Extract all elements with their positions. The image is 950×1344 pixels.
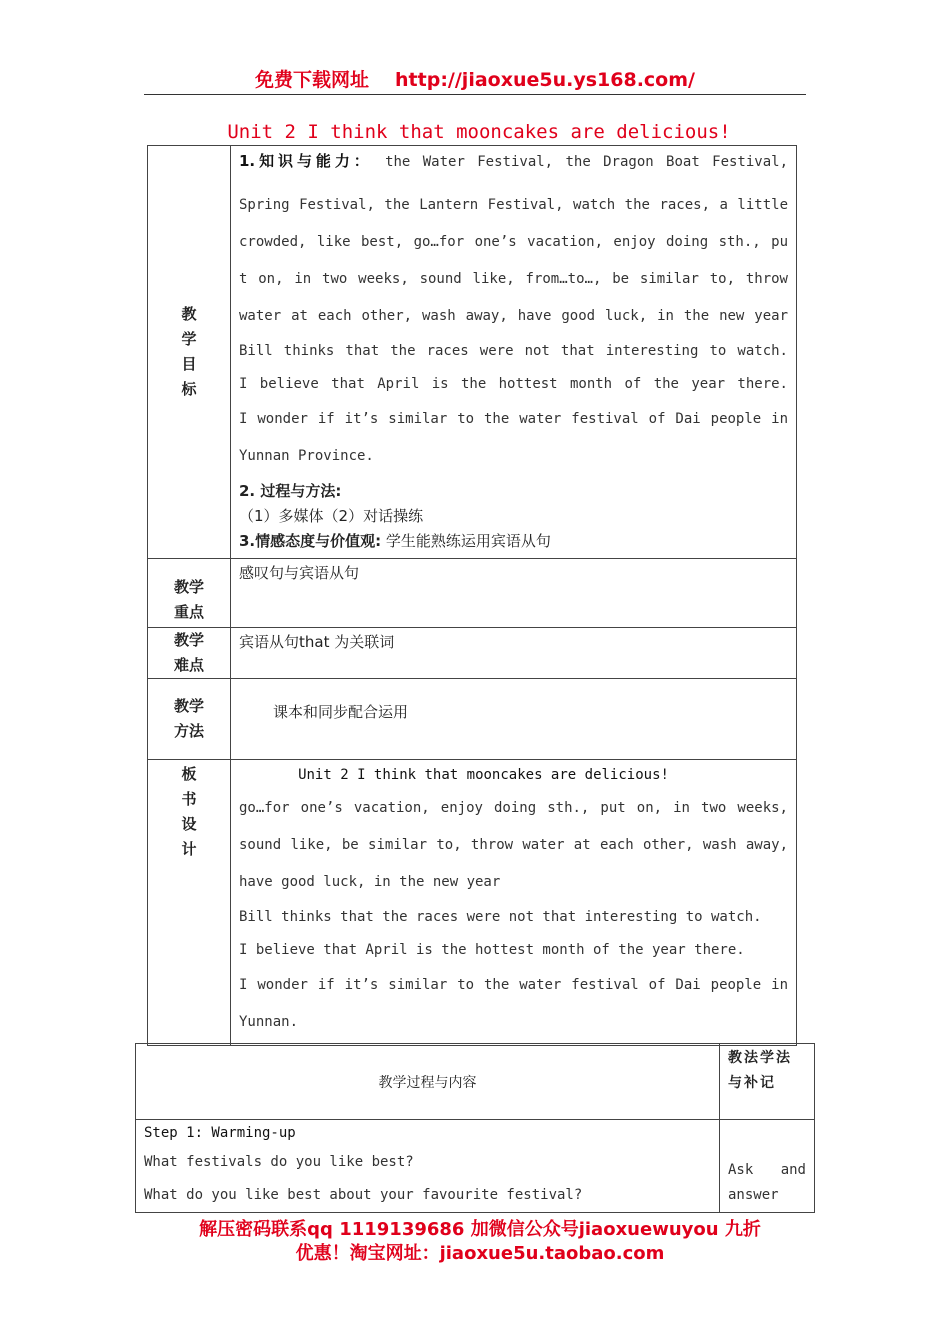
obj-label-line-2: 目 (181, 355, 197, 373)
board-design-row (148, 760, 797, 1046)
lesson-plan-table (147, 145, 797, 1046)
objectives-row (148, 146, 797, 559)
difficulties-label (148, 628, 231, 679)
bd-label-line-1: 书 (181, 790, 197, 808)
page-header (144, 66, 806, 95)
difficulties-content (231, 628, 797, 679)
step1-question-1: What do you like best about your favourite festival? (144, 1187, 583, 1203)
key-points-row (148, 559, 797, 628)
section1-line-2: crowded, like best, go…for one’s vacation, enjoy doing sth., pu (239, 234, 788, 250)
process-side-header: 教法学法与补记 (720, 1044, 815, 1120)
section1-line-3: t on, in two weeks, sound like, from…to…, be similar to, throw (239, 271, 788, 287)
board-line-2: have good luck, in the new year (239, 874, 501, 890)
df-label-line-0: 教学 (173, 631, 204, 649)
footer-line-1: 解压密码联系qq 1119139686 加微信公众号jiaoxuewuyou 九折 (199, 1219, 761, 1240)
methods-row (148, 679, 797, 760)
process-header: 教学过程与内容 (136, 1044, 720, 1120)
md-label-line-1: 方法 (173, 722, 204, 740)
bd-label-line-0: 板 (181, 765, 197, 783)
obj-label-line-0: 教 (181, 305, 197, 323)
step1-row (136, 1120, 815, 1213)
board-sentence-1: I believe that April is the hottest month of the year there. (239, 942, 745, 958)
step1-content (136, 1120, 720, 1213)
df-label-line-1: 难点 (173, 656, 204, 674)
kp-label-line-0: 教学 (173, 578, 204, 596)
board-design-label-text (148, 762, 230, 862)
objectives-label-text (148, 302, 230, 402)
objectives-label (148, 146, 231, 559)
methods-text: 课本和同步配合运用 (273, 702, 409, 721)
board-title: Unit 2 I think that mooncakes are delicious! (298, 767, 669, 783)
methods-label-text (148, 694, 230, 744)
section2-text: （1）多媒体（2）对话操练 (239, 507, 424, 525)
board-sentence-2: I wonder if it’s similar to the water festival of Dai people in (239, 977, 788, 993)
objective-sentence-2: I wonder if it’s similar to the water festival of Dai people in (239, 411, 788, 427)
step1-question-0: What festivals do you like best? (144, 1154, 414, 1170)
section2-heading: 2. 过程与方法: (239, 482, 342, 500)
objectives-content (231, 146, 797, 559)
kp-label-line-1: 重点 (173, 603, 204, 621)
bd-label-line-2: 设 (181, 815, 197, 833)
footer-line-2: 优惠！淘宝网址：jiaoxue5u.taobao.com (295, 1243, 665, 1264)
board-sentence-0: Bill thinks that the races were not that interesting to watch. (239, 909, 762, 925)
board-sentence-3: Yunnan. (239, 1014, 299, 1030)
difficulties-text: 宾语从句that 为关联词 (239, 633, 395, 651)
objectives-line-0 (239, 148, 788, 175)
key-points-content (231, 559, 797, 628)
process-table (135, 1043, 815, 1213)
objective-sentence-0: Bill thinks that the races were not that interesting to watch. (239, 343, 788, 359)
section3-text: 学生能熟练运用宾语从句 (385, 532, 551, 550)
key-points-label-text (148, 575, 230, 625)
methods-label (148, 679, 231, 760)
board-design-label (148, 760, 231, 1046)
bd-label-line-3: 计 (181, 840, 197, 858)
objective-sentence-1: I believe that April is the hottest month of the year there. (239, 376, 788, 392)
section1-line-1: Spring Festival, the Lantern Festival, watch the races, a little (239, 197, 788, 213)
section1-heading: 1.知识与能力： (239, 152, 373, 170)
section1-line-4: water at each other, wash away, have good luck, in the new year (239, 308, 788, 324)
header-url-link[interactable]: http://jiaoxue5u.ys168.com/ (395, 69, 695, 91)
board-line-1: sound like, be similar to, throw water at each other, wash away, (239, 837, 788, 853)
page-footer (140, 1218, 820, 1266)
key-points-text: 感叹句与宾语从句 (239, 564, 360, 582)
objective-sentence-3: Yunnan Province. (239, 448, 374, 464)
difficulties-label-text (148, 628, 230, 678)
methods-content (231, 679, 797, 760)
md-label-line-0: 教学 (173, 697, 204, 715)
header-label: 免费下载网址 (255, 69, 370, 91)
page-title: Unit 2 I think that mooncakes are delicious! (227, 121, 731, 143)
key-points-label (148, 559, 231, 628)
obj-label-line-1: 学 (181, 330, 197, 348)
step1-side-note: Ask and answer (720, 1120, 815, 1213)
section3-heading: 3.情感态度与价值观: (239, 532, 382, 550)
board-design-content (231, 760, 797, 1046)
obj-label-line-3: 标 (181, 380, 197, 398)
process-header-row (136, 1044, 815, 1120)
difficulties-row (148, 628, 797, 679)
board-line-0: go…for one’s vacation, enjoy doing sth., put on, in two weeks, (239, 800, 788, 816)
step1-title: Step 1: Warming-up (144, 1125, 296, 1141)
section1-line-0: the Water Festival, the Dragon Boat Festival, (385, 154, 788, 170)
